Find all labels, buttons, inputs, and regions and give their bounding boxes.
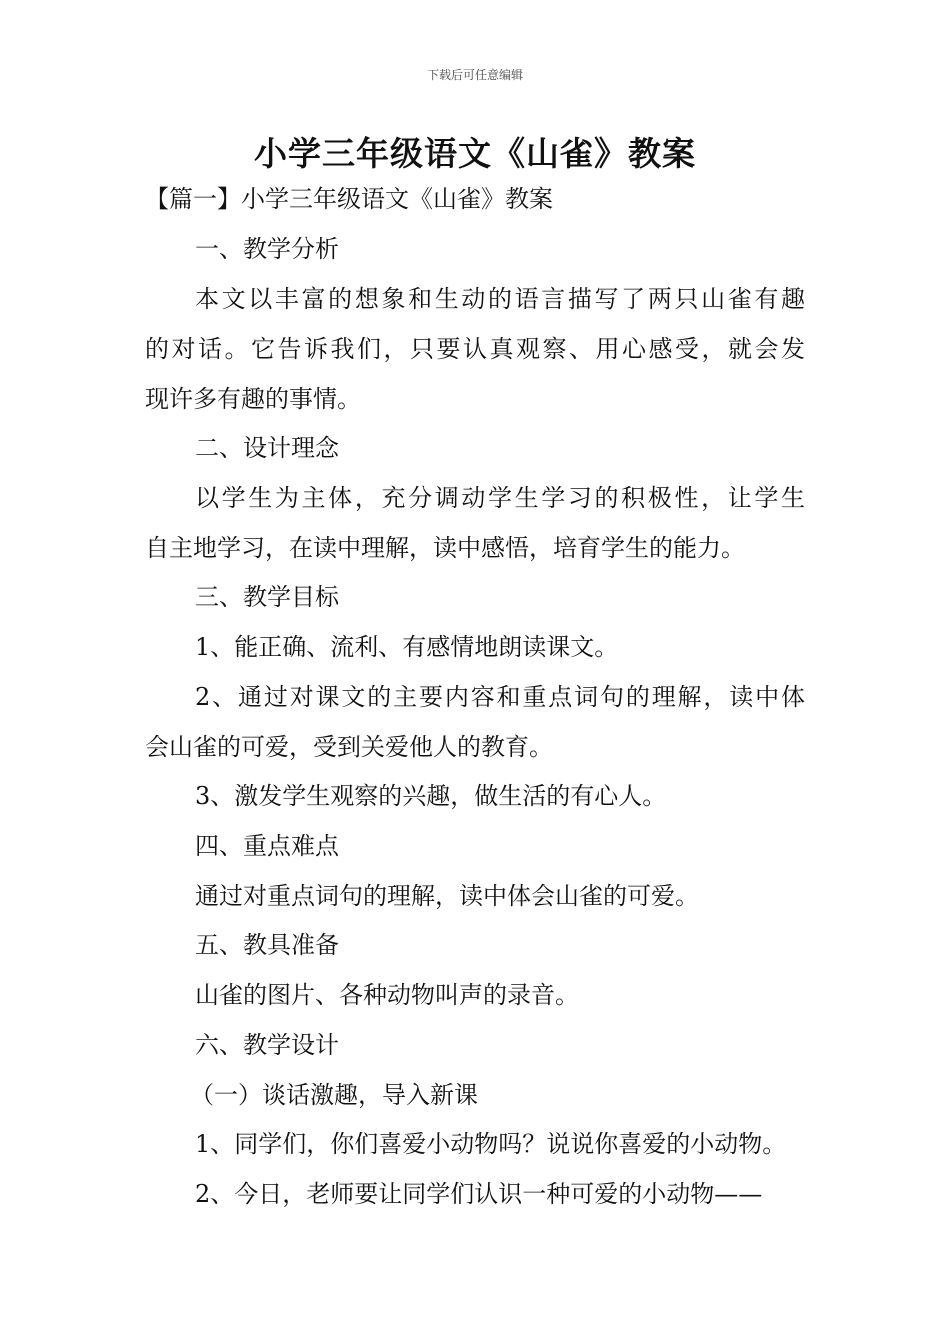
list-item: 2、通过对课文的主要内容和重点词句的理解，读中体: [195, 683, 805, 711]
heading-teaching-goals: 三、教学目标: [195, 583, 339, 611]
paragraph-line: 通过对重点词句的理解，读中体会山雀的可爱。: [195, 882, 699, 910]
paragraph-line: 山雀的图片、各种动物叫声的录音。: [195, 981, 579, 1009]
heading-teaching-design: 六、教学设计: [195, 1031, 339, 1059]
list-item: 3、激发学生观察的兴趣，做生活的有心人。: [195, 782, 667, 810]
list-item: 1、能正确、流利、有感情地朗读课文。: [195, 633, 619, 661]
paragraph-line: 自主地学习，在读中理解，读中感悟，培育学生的能力。: [145, 534, 745, 562]
list-item-continued: 会山雀的可爱，受到关爱他人的教育。: [145, 733, 553, 761]
list-item: 2、今日，老师要让同学们认识一种可爱的小动物——: [195, 1180, 763, 1208]
paragraph-line: 的对话。它告诉我们，只要认真观察、用心感受，就会发: [145, 335, 805, 363]
subheading-intro: （一）谈话激趣，导入新课: [190, 1081, 478, 1109]
paragraph-line: 现许多有趣的事情。: [145, 385, 361, 413]
paragraph-line: 以学生为主体，充分调动学生学习的积极性，让学生: [195, 484, 805, 512]
heading-design-concept: 二、设计理念: [195, 434, 339, 462]
list-item: 1、同学们，你们喜爱小动物吗？说说你喜爱的小动物。: [195, 1130, 787, 1158]
section-heading-part-one: 【篇一】小学三年级语文《山雀》教案: [145, 185, 553, 213]
heading-teaching-analysis: 一、教学分析: [195, 235, 339, 263]
document-title: 小学三年级语文《山雀》教案: [254, 134, 696, 173]
paragraph-line: 本文以丰富的想象和生动的语言描写了两只山雀有趣: [195, 285, 805, 313]
heading-key-points: 四、重点难点: [195, 832, 339, 860]
heading-teaching-aids: 五、教具准备: [195, 931, 339, 959]
header-note: 下载后可任意编辑: [426, 68, 523, 82]
